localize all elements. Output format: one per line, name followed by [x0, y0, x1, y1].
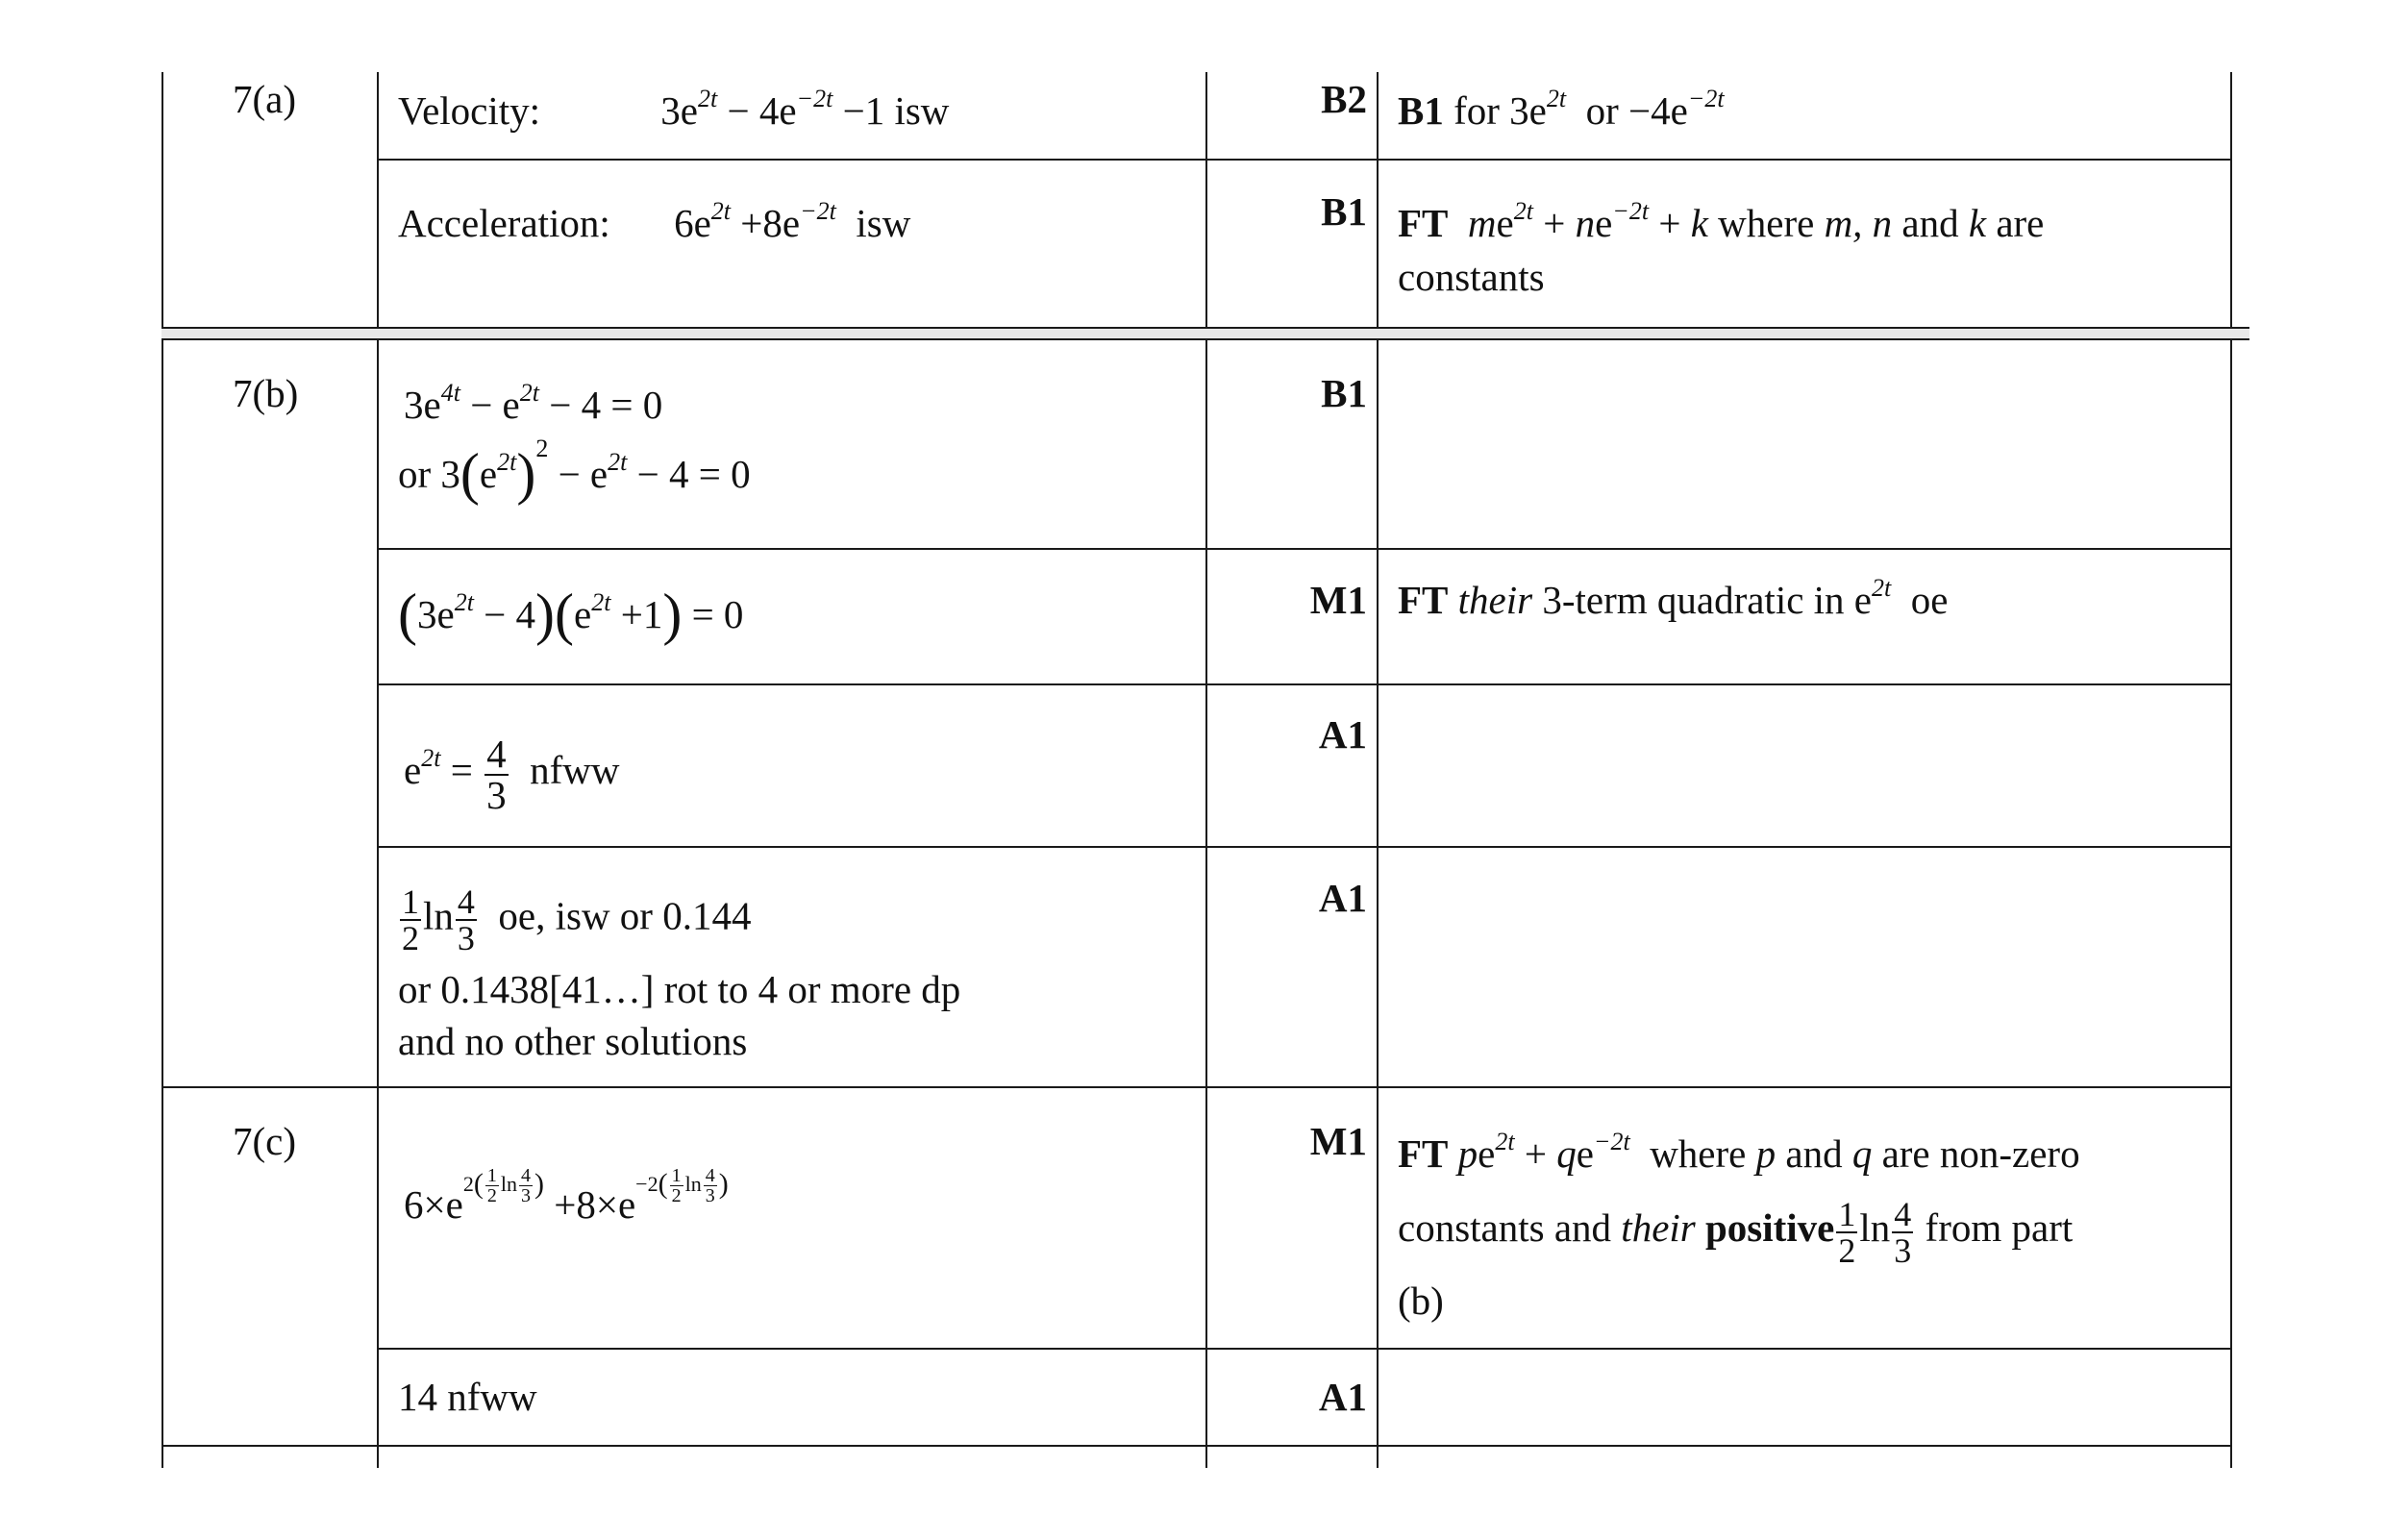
question-number: 7(c)	[233, 1119, 297, 1163]
row-line	[377, 683, 2232, 685]
guidance: FT $pe^{2t} + qe^{-2t}$ where p and q are non-zero	[1398, 1128, 2080, 1176]
guidance: FT $me^{2t} + ne^{-2t} + k$ where m, n and k are	[1398, 197, 2045, 245]
row-line	[161, 1086, 2232, 1088]
fraction: $\frac{1}{2}$	[402, 882, 419, 957]
guidance: B1 for $3e^{2t}$ or $-4e^{-2t}$	[1398, 85, 1725, 133]
answer-solution: $e^{2t}$ = $\frac{4}{3}$ nfww	[404, 731, 620, 817]
row-line	[161, 1445, 2232, 1447]
answer-acceleration: Acceleration: $6e^{2t} +8e^{-2t}$ isw	[398, 197, 911, 245]
guidance-line2: constants	[1398, 255, 1545, 299]
table-divider-1	[377, 72, 379, 1468]
fraction: $\frac{4}{3}$	[486, 731, 507, 817]
table-border-left	[161, 72, 163, 1468]
mark: A1	[1318, 1375, 1367, 1419]
answer-final: 14 nfww	[398, 1375, 537, 1419]
answer-line2: or 0.1438[41…] rot to 4 or more dp	[398, 967, 961, 1011]
guidance-line2: constants and their positive $\frac{1}{2}$ ln $\frac{4}{3}$ from part	[1398, 1194, 2074, 1270]
mark: M1	[1309, 578, 1367, 622]
guidance-line3: (b)	[1398, 1279, 1444, 1323]
answer-equation: $3e^{4t} - e^{2t} - 4 = 0$	[404, 379, 663, 427]
mark: B2	[1321, 77, 1367, 121]
fraction: $\frac{4}{3}$	[457, 882, 475, 957]
part-separator	[161, 327, 2249, 340]
table-divider-2	[1205, 72, 1207, 1468]
answer-factorisation: $(3e^{2t} - 4)(e^{2t} +1) = 0$	[398, 583, 744, 646]
answer-substitution: 6×e2( $\frac{1}{2}$ ln $\frac{4}{3}$ ) +8×e−2( $\frac{1}{2}$ ln $\frac{4}{3}$ )	[404, 1165, 729, 1227]
mark: B1	[1321, 371, 1367, 415]
mark: B1	[1321, 189, 1367, 234]
table-border-right	[2230, 72, 2232, 1468]
question-number: 7(b)	[233, 371, 299, 415]
answer-line3: and no other solutions	[398, 1019, 748, 1063]
row-line	[377, 159, 2232, 161]
fraction: $\frac{4}{3}$	[1894, 1194, 1912, 1270]
row-line	[377, 846, 2232, 848]
table-divider-3	[1377, 72, 1379, 1468]
row-line	[377, 1348, 2232, 1350]
guidance: FT their 3-term quadratic in $e^{2t}$ oe	[1398, 574, 1949, 622]
fraction: $\frac{1}{2}$	[1838, 1194, 1856, 1270]
answer-label: Velocity:	[398, 88, 541, 133]
answer-log-solution: $\frac{1}{2}$ ln $\frac{4}{3}$ oe, isw or 0.144	[402, 882, 752, 957]
answer-equation-alt: or $3(e^{2t})^2 - e^{2t} - 4 = 0$	[398, 435, 751, 506]
mark: A1	[1318, 876, 1367, 920]
question-number: 7(a)	[233, 77, 297, 121]
mark: A1	[1318, 712, 1367, 757]
row-line	[377, 548, 2232, 550]
answer-label: Acceleration:	[398, 201, 610, 245]
mark: M1	[1309, 1119, 1367, 1163]
answer-velocity: Velocity: $3e^{2t} - 4e^{-2t} -1$ isw	[398, 85, 950, 133]
